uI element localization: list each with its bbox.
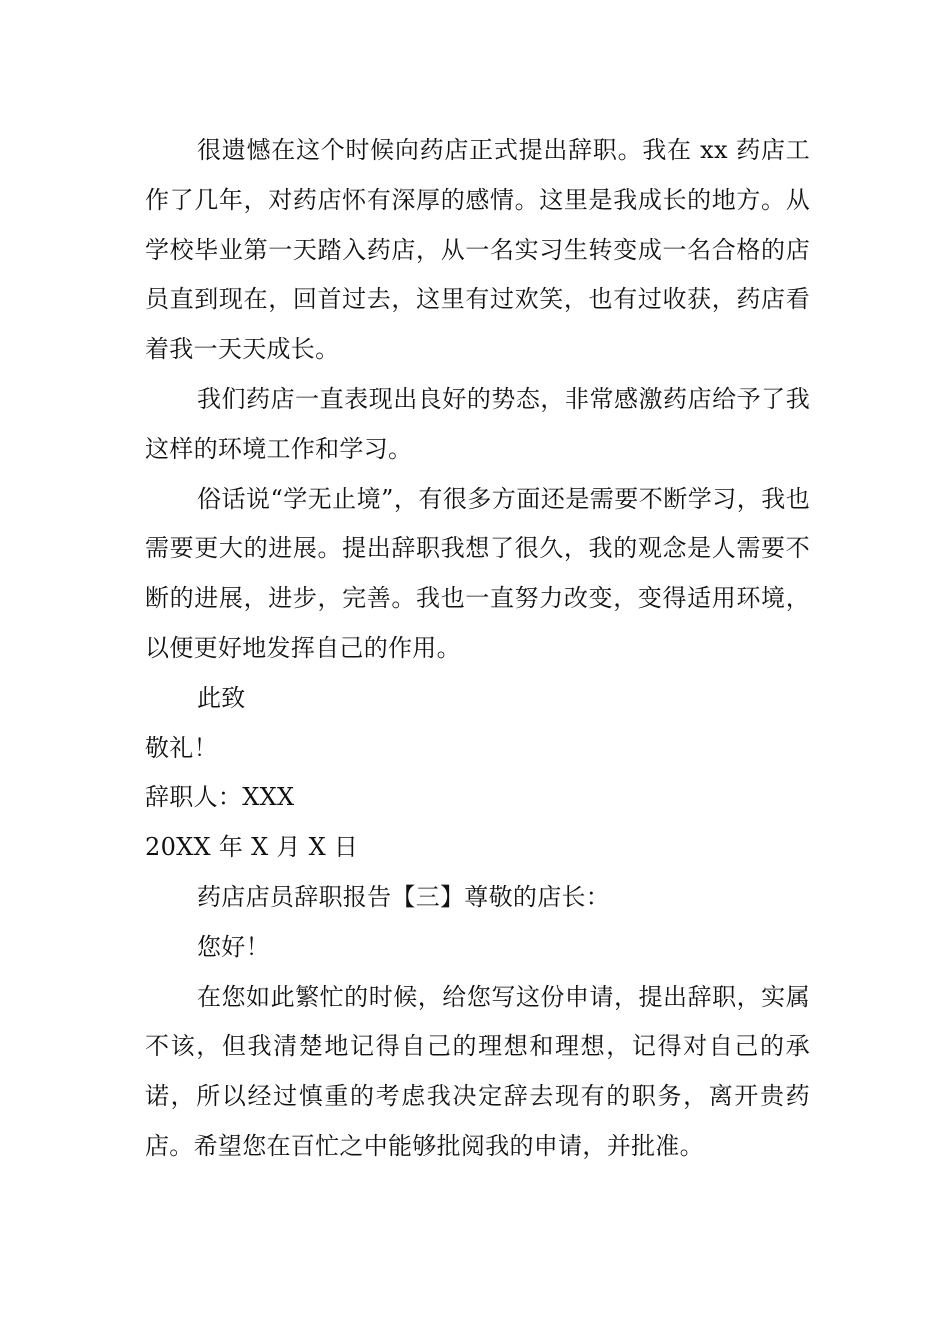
paragraph-resignation-intro: 很遗憾在这个时候向药店正式提出辞职。我在 xx 药店工作了几年，对药店怀有深厚的感情。这里是我成长的地方。从学校毕业第一天踏入药店，从一名实习生转变成一名合格的店员直到现在，回首过去，这里有过欢笑，也有过收获，药店看着我一天天成长。 [145,136,810,364]
date-line: 20XX 年 X 月 X 日 [145,833,359,862]
paragraph-gratitude: 我们药店一直表现出良好的势态，非常感激药店给予了我这样的环境工作和学习。 [145,384,810,463]
closing-salutation: 此致 [197,683,246,712]
document-body [145,126,810,1172]
section-heading-report-three: 药店店员辞职报告【三】尊敬的店长： [197,882,611,911]
paragraph-request: 在您如此繁忙的时候，给您写这份申请，提出辞职，实属不该，但我清楚地记得自己的理想和理想，记得对自己的承诺，所以经过慎重的考虑我决定辞去现有的职务，离开贵药店。希望您在百忙之中能够批阅我的申请，并批准。 [145,982,810,1160]
signature-line: 辞职人：XXX [145,783,295,812]
paragraph-reason: 俗话说“学无止境”，有很多方面还是需要不断学习，我也需要更大的进展。提出辞职我想了很久，我的观念是人需要不断的进展，进步，完善。我也一直努力改变，变得适用环境，以便更好地发挥自己的作用。 [145,484,810,662]
greeting-line: 您好！ [197,932,270,961]
closing-regards: 敬礼！ [145,733,218,762]
